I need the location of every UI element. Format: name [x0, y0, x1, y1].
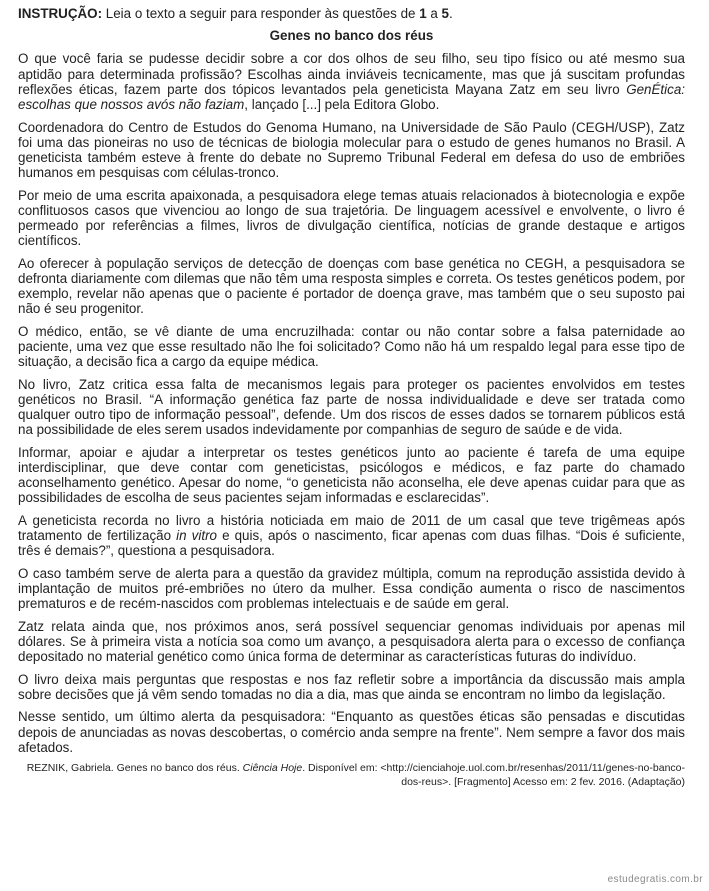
paragraph-text: O que você faria se pudesse decidir sobre a cor dos olhos de seu filho, seu tipo físico ou até mesmo sua aptidão para determinada profissão? Escolhas ainda inviáveis tecnicamente, mas que já suscitam profundas reflexões éticas, fazem parte dos tópicos levantados pela geneticista Mayana Zatz em seu livro: [18, 51, 685, 97]
reference-after: . Disponível em: <http://cienciahoje.uol.com.br/resenhas/2011/11/genes-no-banco-dos-reus>. [Fragmento] Acesso em: 2 fev. 2016. (Adaptação): [302, 762, 685, 788]
question-start: 1: [419, 6, 427, 21]
paragraph: [18, 188, 685, 249]
paragraph: [18, 709, 685, 755]
article-title: Genes no banco dos réus: [269, 28, 434, 44]
reference-journal: Ciência Hoje: [242, 762, 303, 775]
paragraph-text: A geneticista recorda no livro a história noticiada em maio de 2011 de um casal que teve trigêmeas após tratamento de fertilização: [18, 512, 685, 544]
paragraph-text: Ao oferecer à população serviços de detecção de doenças com base genética no CEGH, a pesquisadora se defronta diariamente com dilemas que não têm uma resposta simples e correta. Os testes genéticos podem, por exemplo, revelar não apenas que o paciente é portador de doença grave, mas também que o seu suposto pai não é seu progenitor.: [18, 255, 685, 317]
paragraph: [18, 445, 685, 506]
instruction: [18, 6, 685, 21]
reference-before: REZNIK, Gabriela. Genes no banco dos réus.: [26, 762, 243, 775]
document-page: [18, 6, 685, 789]
paragraph-text: , lançado [...] pela Editora Globo.: [244, 97, 440, 113]
instruction-label: INSTRUÇÃO:: [18, 6, 103, 21]
instruction-text: Leia o texto a seguir para responder às questões de: [102, 6, 420, 21]
paragraph: [18, 672, 685, 702]
paragraph-text: No livro, Zatz critica essa falta de mecanismos legais para proteger os pacientes envolvidos em testes genéticos no Brasil. “A informação genética faz parte de nossa individualidade e deve ser tratada como qualquer outro tipo de informação pessoal”, defende. Um dos riscos de esses dados se tornarem públicos está na possibilidade de eles serem usados indevidamente por companhias de seguro de saúde e de vida.: [18, 376, 685, 438]
paragraph-text: O caso também serve de alerta para a questão da gravidez múltipla, comum na reprodução assistida devido à implantação de muitos pré-embriões no útero da mulher. Essa condição aumenta o risco de nascimentos prematuros e de recém-nascidos com problemas intelectuais e de saúde em geral.: [18, 565, 685, 612]
paragraph: [18, 619, 685, 665]
paragraph-text: O médico, então, se vê diante de uma encruzilhada: contar ou não contar sobre a falsa paternidade ao paciente, uma vez que esse resultado não lhe foi solicitado? Como não há um respaldo legal para esse tipo de situação, a decisão fica a cargo da equipe médica.: [18, 323, 685, 370]
paragraph-text: Nesse sentido, um último alerta da pesquisadora: “Enquanto as questões éticas são pensadas e discutidas depois de anunciadas as novas descobertas, o comércio anda sempre na frente”. Nem sempre a favor dos mais afetados.: [18, 709, 685, 755]
paragraph-text: e quis, após o nascimento, ficar apenas com duas filhas. “Dois é suficiente, três é demais?”, questiona a pesquisadora.: [18, 528, 685, 559]
paragraph: [18, 51, 685, 112]
question-end: 5: [441, 6, 449, 21]
instruction-end: .: [448, 6, 453, 21]
paragraph-text: Por meio de uma escrita apaixonada, a pesquisadora elege temas atuais relacionados à biotecnologia e expõe conflituosos casos que vivenciou ao longo de sua trajetória. De linguagem acessível e envolvente, o livro é permeado por referências a filmes, livros de divulgação científica, notícias de grande destaque e artigos científicos.: [18, 187, 685, 249]
paragraph: [18, 513, 685, 559]
watermark: estudegratis.com.br: [607, 874, 703, 885]
paragraph-text: Informar, apoiar e ajudar a interpretar os testes genéticos junto ao paciente é tarefa de uma equipe interdisciplinar, que deve contar com geneticistas, psicólogos e médicos, e faz parte do chamado aconselhamento genético. Apesar do nome, “o geneticista não aconselha, ele deve apenas cuidar para que as possibilidades de escolha de seus pacientes sejam informadas e esclarecidas”.: [18, 444, 685, 506]
italic-text: in vitro: [176, 528, 217, 544]
paragraph: [18, 377, 685, 438]
paragraph: [18, 256, 685, 317]
paragraph: [18, 120, 685, 181]
italic-text: GenÉtica: escolhas que nossos avós não faziam: [18, 81, 685, 113]
paragraph: [18, 566, 685, 612]
paragraph: [18, 324, 685, 370]
paragraph-text: Coordenadora do Centro de Estudos do Genoma Humano, na Universidade de São Paulo (CEGH/USP), Zatz foi uma das pioneiras no uso de técnicas de biologia molecular para o estudo de genes humanos no Brasil. A geneticista também esteve à frente do debate no Supremo Tribunal Federal em defesa do uso de embriões humanos em pesquisas com células-tronco.: [18, 119, 685, 181]
paragraph-text: O livro deixa mais perguntas que respostas e nos faz refletir sobre a importância da discussão mais ampla sobre decisões que já vêm sendo tomadas no dia a dia, mas que ainda se encontram no limbo da legislação.: [18, 671, 685, 702]
instruction-mid: a: [426, 6, 442, 21]
article-body: [18, 51, 685, 755]
paragraph-text: Zatz relata ainda que, nos próximos anos, será possível sequenciar genomas individuais por apenas mil dólares. Se à primeira vista a notícia soa como um avanço, a pesquisadora alerta para o excesso de confiança depositado no material genético como única forma de determinar as características futuras do indivíduo.: [18, 618, 685, 665]
reference: [18, 762, 685, 788]
